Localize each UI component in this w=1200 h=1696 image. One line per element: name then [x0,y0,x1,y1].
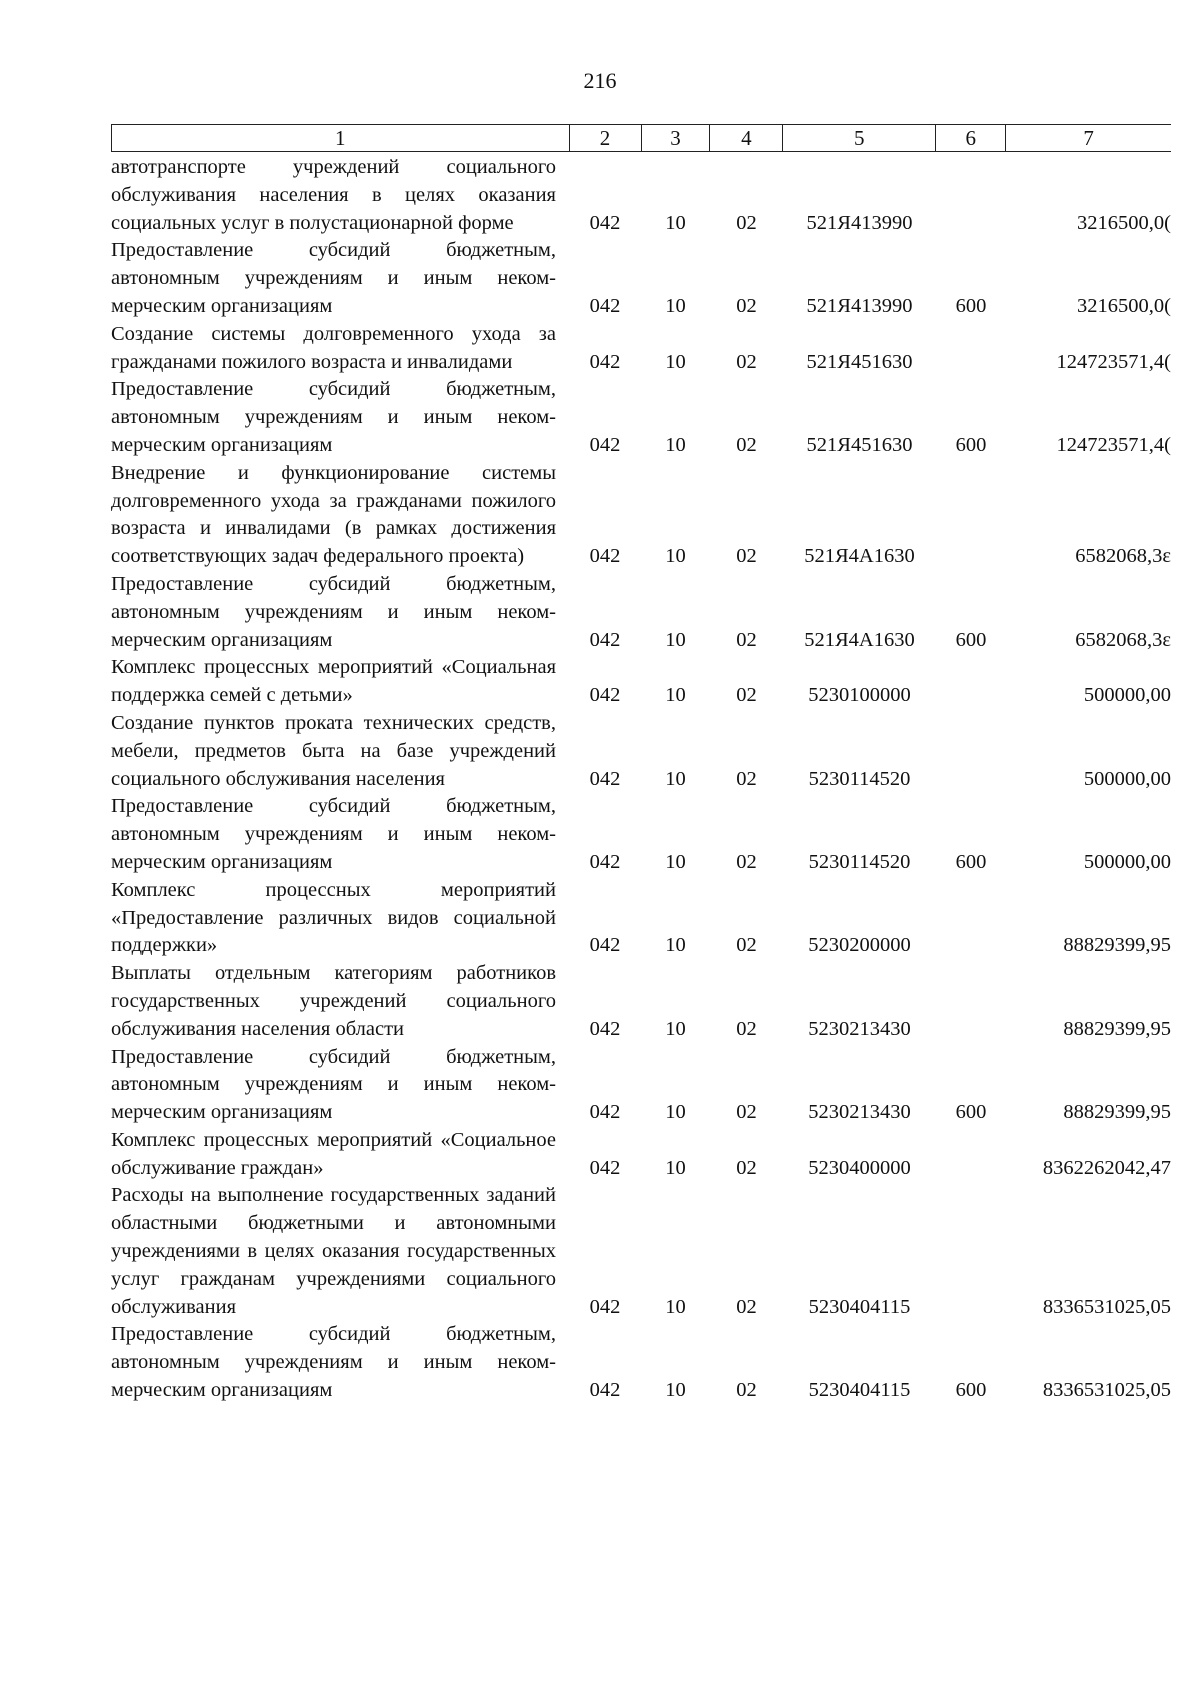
row-description: Предоставление субсидий бюджетным, автономным учреждениям и иным некоммерческим организациям [111,239,556,317]
row-col-5: 5230213430 [808,1017,911,1040]
table-row [111,237,1171,320]
row-col-2: 042 [589,211,621,234]
row-amount: 6582068,3ε [1075,545,1171,568]
row-amount: 6582068,3ε [1075,628,1171,651]
row-description: Предоставление субсидий бюджетным, автономным учреждениям и иным некоммерческим организациям [111,1323,556,1402]
table-body [111,152,1171,1405]
row-description: автотранспорте учреждений социального обслуживания населения в целях оказания социальных услуг в полустационарной форме [111,156,556,234]
row-col-3: 10 [665,628,686,651]
table-row [111,793,1171,876]
row-col-7 [1006,1099,1171,1127]
row-col-7 [1006,349,1171,377]
row-col-7 [1006,1294,1171,1322]
row-description: Предоставление субсидий бюджетным, автономным учреждениям и иным некоммерческим организациям [111,1045,556,1124]
row-col-4: 02 [736,211,757,234]
row-col-5: 521Я413990 [806,294,913,317]
row-col-5: 5230400000 [808,1156,911,1179]
row-col-2: 042 [589,1295,621,1318]
row-col-2: 042 [589,850,621,873]
header-col-3: 3 [642,125,711,151]
row-col-7 [1006,932,1171,960]
row-col-3: 10 [665,294,686,317]
row-col-5: 5230404115 [808,1295,911,1318]
row-col-7 [1006,210,1171,238]
row-col-5: 5230213430 [808,1101,911,1124]
row-description: Предоставление субсидий бюджетным, автономным учреждениям и иным некоммерческим организациям [111,378,556,456]
row-col-3: 10 [665,684,686,707]
row-col-4: 02 [736,1156,757,1179]
row-amount: 8362262042,47 [1042,1156,1171,1179]
budget-table [111,124,1171,1405]
row-amount: 124723571,4( [1056,433,1171,456]
row-col-2: 042 [589,1101,621,1124]
row-col-4: 02 [736,850,757,873]
row-description: Предоставление субсидий бюджетным, автономным учреждениям и иным некоммерческим организациям [111,795,556,873]
table-row [111,571,1171,654]
table-row [111,1182,1171,1321]
row-col-6: 600 [955,628,987,651]
row-col-6: 600 [955,294,987,317]
row-col-2: 042 [589,433,621,456]
table-row [111,960,1171,1043]
row-col-5: 5230100000 [808,684,911,707]
table-row [111,1321,1171,1404]
row-col-3: 10 [665,350,686,373]
row-col-4: 02 [736,433,757,456]
row-description: Создание системы долговременного ухода за гражданами пожилого возраста и инвалидами [111,322,556,373]
row-description: Предоставление субсидий бюджетным, автономным учреждениям и иным некоммерческим организациям [111,572,556,651]
table-row [111,710,1171,793]
row-amount: 8336531025,05 [1042,1379,1171,1402]
row-col-4: 02 [736,767,757,790]
row-col-5: 5230200000 [808,934,911,957]
row-amount: 124723571,4( [1056,350,1171,373]
row-col-4: 02 [736,628,757,651]
page-number: 216 [583,68,617,93]
row-amount: 500000,00 [1083,767,1171,790]
table-header-row [111,124,1171,152]
row-col-2: 042 [589,294,621,317]
row-description: Комплекс процессных мероприятий «Социальное обслуживание граждан» [111,1128,556,1179]
row-col-7 [1006,293,1171,321]
row-col-2: 042 [589,1379,621,1402]
row-description: Комплекс процессных мероприятий «Социальная поддержка семей с детьми» [111,656,556,707]
row-col-7 [1006,432,1171,460]
row-col-4: 02 [736,545,757,568]
row-col-5: 521Я413990 [806,211,913,234]
row-col-4: 02 [736,350,757,373]
row-col-7 [1006,1016,1171,1044]
row-col-7 [1006,543,1171,571]
row-description: Создание пунктов проката технических средств, мебели, предметов быта на базе учреждений социального обслуживания населения [111,711,556,790]
row-col-2: 042 [589,934,621,957]
row-col-7 [1006,627,1171,655]
row-col-5: 5230404115 [808,1379,911,1402]
table-row [111,321,1171,377]
table-row [111,654,1171,710]
table-row [111,154,1171,237]
row-col-5: 521Я4А1630 [804,545,915,568]
row-amount: 3216500,0( [1077,211,1171,234]
row-col-3: 10 [665,1156,686,1179]
row-col-6: 600 [955,433,987,456]
row-col-4: 02 [736,934,757,957]
table-row [111,460,1171,571]
header-col-7: 7 [1083,125,1094,150]
row-col-4: 02 [736,1017,757,1040]
row-col-7 [1006,849,1171,877]
row-col-2: 042 [589,545,621,568]
row-description: Комплекс процессных мероприятий «Предоставление различных видов социальной поддержки» [111,878,556,957]
row-amount: 500000,00 [1083,850,1171,873]
row-amount: 88829399,95 [1063,1017,1171,1040]
row-description: Выплаты отдельным категориям работников государственных учреждений социального обслуживания населения области [111,962,556,1040]
row-col-2: 042 [589,767,621,790]
header-col-4: 4 [710,125,783,151]
row-col-5: 5230114520 [808,767,911,790]
row-col-7 [1006,1377,1171,1405]
row-col-3: 10 [665,1295,686,1318]
row-amount: 500000,00 [1083,684,1171,707]
row-col-7 [1006,766,1171,794]
row-col-3: 10 [665,433,686,456]
table-row [111,1127,1171,1183]
row-col-2: 042 [589,350,621,373]
row-col-4: 02 [736,684,757,707]
header-col-6: 6 [936,125,1006,151]
row-col-7 [1006,682,1171,710]
row-col-2: 042 [589,1156,621,1179]
row-col-3: 10 [665,1017,686,1040]
row-amount: 3216500,0( [1077,294,1171,317]
row-amount: 88829399,95 [1063,1101,1171,1124]
row-description: Расходы на выполнение государственных заданий областными бюджетными и автономными учреждениями в целях оказания государственных услуг гражданам учреждениями социального обслуживания [111,1184,556,1318]
row-col-7 [1006,1155,1171,1183]
table-row [111,877,1171,960]
row-col-3: 10 [665,850,686,873]
row-col-4: 02 [736,294,757,317]
row-col-5: 521Я4А1630 [804,628,915,651]
row-col-5: 521Я451630 [806,433,913,456]
table-row [111,1044,1171,1127]
row-col-3: 10 [665,1379,686,1402]
row-description: Внедрение и функционирование системы долговременного ухода за гражданами пожилого возраста и инвалидами (в рамках достижения соответствующих задач федерального проекта) [111,461,556,568]
row-col-4: 02 [736,1379,757,1402]
row-col-2: 042 [589,684,621,707]
row-col-4: 02 [736,1295,757,1318]
header-col-2: 2 [570,125,642,151]
row-amount: 88829399,95 [1063,934,1171,957]
row-col-5: 521Я451630 [806,350,913,373]
row-col-6: 600 [955,1101,987,1124]
row-amount: 8336531025,05 [1042,1295,1171,1318]
row-col-2: 042 [589,628,621,651]
row-col-5: 5230114520 [808,850,911,873]
row-col-3: 10 [665,545,686,568]
row-col-3: 10 [665,211,686,234]
row-col-6: 600 [955,1379,987,1402]
table-row [111,376,1171,459]
row-col-3: 10 [665,934,686,957]
row-col-4: 02 [736,1101,757,1124]
header-col-1: 1 [112,125,570,151]
header-col-5: 5 [783,125,936,151]
row-col-6: 600 [955,850,987,873]
row-col-3: 10 [665,1101,686,1124]
row-col-3: 10 [665,767,686,790]
row-col-2: 042 [589,1017,621,1040]
